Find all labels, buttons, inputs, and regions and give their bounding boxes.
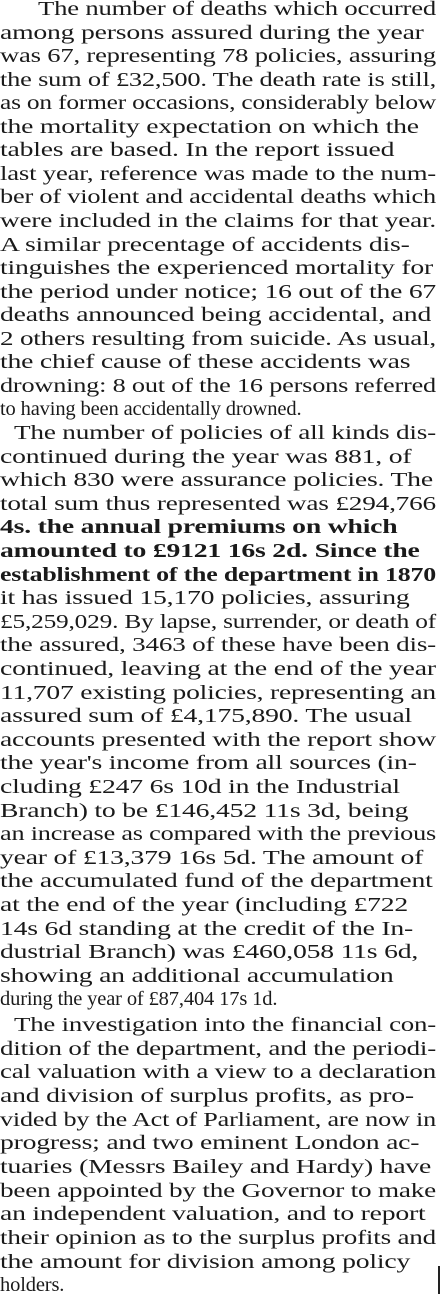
text-line xyxy=(0,1250,442,1275)
text-line-content: which 830 were assurance policies. The xyxy=(0,469,433,492)
text-line-content: year of £13,379 16s 5d. The amount of xyxy=(0,846,424,869)
text-line-content: amounted to £9121 16s 2d. Since the xyxy=(0,540,420,562)
text-line-content: drowning: 8 out of the 16 persons referred xyxy=(0,374,436,397)
text-line-content: ber of violent and accidental deaths which xyxy=(0,186,437,209)
text-line-content: cal valuation with a view to a declaration xyxy=(0,1061,436,1084)
text-line xyxy=(0,1060,442,1085)
text-line-content: total sum thus represented was £294,766 xyxy=(0,492,436,515)
text-line-content: as on former occasions, considerably below xyxy=(0,92,436,115)
text-line xyxy=(0,1084,442,1109)
text-line xyxy=(0,91,442,116)
text-line-content: tables are based. In the report issued xyxy=(0,139,395,162)
text-line-content: the amount for division among policy xyxy=(0,1250,411,1273)
text-line-content: were included in the claims for that year. xyxy=(0,209,436,232)
text-line xyxy=(0,704,442,729)
text-line xyxy=(0,468,442,493)
text-line xyxy=(0,586,442,611)
column-rule xyxy=(438,1266,440,1294)
text-line xyxy=(0,1108,442,1133)
text-line xyxy=(0,115,442,140)
text-line xyxy=(0,350,442,375)
text-line xyxy=(0,917,442,942)
text-line-content: the mortality expectation on which the xyxy=(0,115,419,138)
text-line xyxy=(0,445,442,470)
text-line xyxy=(0,940,442,965)
text-line-content: an increase as compared with the previous xyxy=(0,823,436,846)
text-line xyxy=(0,775,442,800)
text-line-content: Branch) to be £146,452 11s 3d, being xyxy=(0,799,409,822)
text-line xyxy=(0,633,442,658)
text-line xyxy=(0,1179,442,1204)
text-line xyxy=(0,1013,442,1038)
text-line-content: 14s 6d standing at the credit of the In- xyxy=(0,917,414,940)
text-line xyxy=(0,303,442,328)
text-line-content: been appointed by the Governor to make xyxy=(0,1179,436,1202)
text-line-content: continued, leaving at the end of the year xyxy=(0,658,436,680)
text-line-content: dustrial Branch) was £460,058 11s 6d, xyxy=(0,941,419,964)
text-line-content: to having been accidentally drowned. xyxy=(0,398,302,421)
text-line-content: holders. xyxy=(0,1274,65,1297)
text-line-content: tinguishes the experienced mortality for xyxy=(0,257,434,280)
text-line-content: last year, reference was made to the num- xyxy=(0,162,436,185)
text-line-content: £5,259,029. By lapse, surrender, or death of xyxy=(0,610,436,633)
text-line-content: The number of policies of all kinds dis- xyxy=(14,422,436,444)
text-line-content: assured sum of £4,175,890. The usual xyxy=(0,705,412,728)
text-line xyxy=(0,563,442,588)
text-line-content: 4s. the annual premiums on which xyxy=(0,516,398,539)
text-line xyxy=(0,1131,442,1156)
text-line xyxy=(0,799,442,824)
text-line xyxy=(0,280,442,305)
text-line-content: deaths announced being accidental, and xyxy=(0,304,432,327)
text-line xyxy=(0,1037,442,1062)
text-line-content: cluding £247 6s 10d in the Industrial xyxy=(0,776,400,798)
text-line-content: the year's income from all sources (in- xyxy=(0,752,417,775)
text-line xyxy=(0,964,442,989)
text-line xyxy=(0,0,442,22)
text-line-content: progress; and two eminent London ac- xyxy=(0,1132,420,1155)
text-line xyxy=(0,327,442,352)
text-line-content: their opinion as to the surplus profits and xyxy=(0,1226,436,1249)
text-line-content: 11,707 existing policies, representing an xyxy=(0,681,436,704)
text-line xyxy=(0,21,442,46)
text-line-content: an independent valuation, and to report xyxy=(0,1203,426,1226)
text-line xyxy=(0,681,442,706)
text-line-content: A similar precentage of accidents dis- xyxy=(0,233,410,256)
text-line xyxy=(0,610,442,635)
text-line xyxy=(0,869,442,894)
text-line xyxy=(0,162,442,187)
text-line-content: 2 others resulting from suicide. As usual, xyxy=(0,327,436,350)
text-line-content: at the end of the year (including £722 xyxy=(0,894,409,916)
text-line-content: showing an additional accumulation xyxy=(0,964,394,987)
text-line xyxy=(0,1226,442,1251)
text-line-content: continued during the year was 881, of xyxy=(0,445,412,468)
text-line-content: The number of deaths which occurred xyxy=(38,0,436,20)
text-line-content: vided by the Act of Parliament, are now in xyxy=(0,1108,436,1131)
text-line xyxy=(0,846,442,871)
text-line-content: the assured, 3463 of these have been dis- xyxy=(0,634,436,657)
text-line-content: dition of the department, and the periodi- xyxy=(0,1037,436,1060)
text-line xyxy=(0,893,442,918)
text-line xyxy=(0,515,442,540)
text-line xyxy=(0,138,442,163)
text-line-content: tuaries (Messrs Bailey and Hardy) have xyxy=(0,1155,432,1178)
text-line xyxy=(0,44,442,69)
text-line-content: was 67, representing 78 policies, assuring xyxy=(0,45,437,68)
text-line xyxy=(0,256,442,281)
text-line xyxy=(0,539,442,564)
text-line xyxy=(0,68,442,93)
text-line-content: and division of surplus profits, as pro- xyxy=(0,1084,414,1107)
text-line xyxy=(0,374,442,399)
text-line xyxy=(0,1202,442,1227)
text-line-content: among persons assured during the year xyxy=(0,21,424,44)
text-line-content: the period under notice; 16 out of the 67 xyxy=(0,280,436,303)
text-line-content: during the year of £87,404 17s 1d. xyxy=(0,988,278,1011)
text-line xyxy=(0,492,442,517)
text-line-content: The investigation into the financial con- xyxy=(14,1014,436,1036)
text-line xyxy=(0,1155,442,1180)
text-line xyxy=(0,209,442,234)
text-line-content: it has issued 15,170 policies, assuring xyxy=(0,587,410,610)
text-line xyxy=(0,233,442,258)
text-line xyxy=(0,751,442,776)
text-line-content: accounts presented with the report show xyxy=(0,728,436,751)
text-line-content: the chief cause of these accidents was xyxy=(0,351,411,374)
text-line xyxy=(0,728,442,753)
text-line xyxy=(0,397,442,422)
text-line xyxy=(0,657,442,682)
text-line xyxy=(0,822,442,847)
text-line xyxy=(0,185,442,210)
text-line-content: establishment of the department in 1870 xyxy=(0,563,436,586)
text-line-content: the sum of £32,500. The death rate is still, xyxy=(0,68,436,91)
text-line xyxy=(0,421,442,446)
text-line xyxy=(0,987,442,1012)
text-line xyxy=(0,1273,442,1298)
text-line-content: the accumulated fund of the department xyxy=(0,870,433,893)
